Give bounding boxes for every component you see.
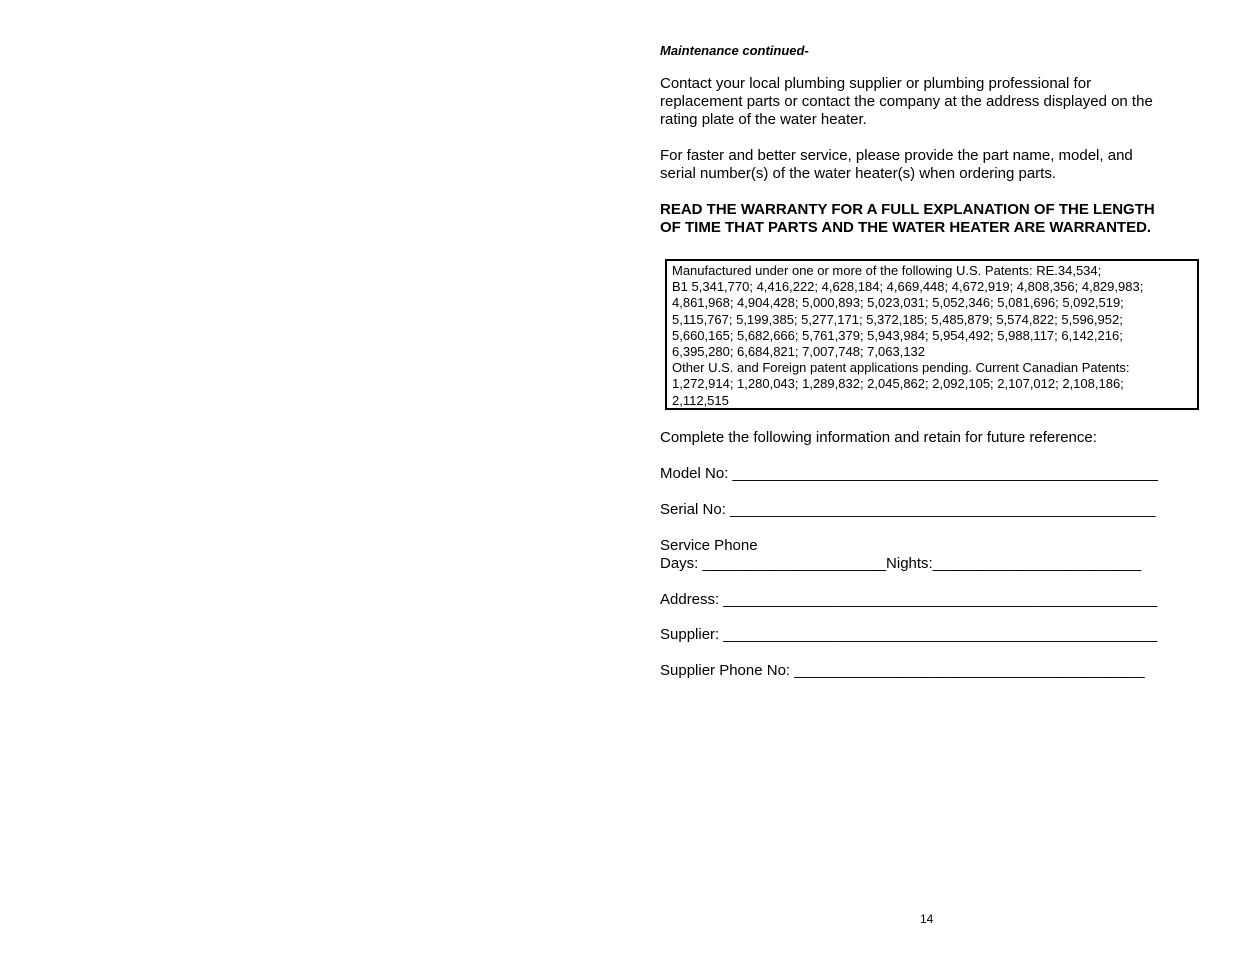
service-phone-label: Service Phone xyxy=(660,537,758,554)
patent-line: 2,112,515 xyxy=(672,392,729,408)
patent-line: 6,395,280; 6,684,821; 7,007,748; 7,063,132 xyxy=(672,344,926,360)
warranty-line: READ THE WARRANTY FOR A FULL EXPLANATION OF THE LENGTH xyxy=(660,201,1155,218)
patent-line: 4,861,968; 4,904,428; 5,000,893; 5,023,031; 5,052,346; 5,081,696; 5,092,519; xyxy=(672,295,1124,311)
warranty-notice xyxy=(660,201,1155,237)
contact-line: replacement parts or contact the company at the address displayed on the xyxy=(660,93,1153,110)
page-number: 14 xyxy=(920,912,934,926)
days-nights-line: Days: ______________________Nights:_________________________ xyxy=(660,555,1142,572)
warranty-line: OF TIME THAT PARTS AND THE WATER HEATER ARE WARRANTED. xyxy=(660,219,1152,236)
patent-line: 5,115,767; 5,199,385; 5,277,171; 5,372,185; 5,485,879; 5,574,822; 5,596,952; xyxy=(672,311,1123,327)
record-intro: Complete the following information and retain for future reference: xyxy=(660,429,1097,446)
supplier-phone-field: Supplier Phone No: __________________________________________ xyxy=(660,662,1145,679)
service-paragraph xyxy=(660,147,1133,183)
service-line: For faster and better service, please provide the part name, model, and xyxy=(660,147,1133,164)
patents-box xyxy=(665,259,1199,410)
patent-line: Other U.S. and Foreign patent applications pending. Current Canadian Patents: xyxy=(672,360,1130,376)
patent-line: 1,272,914; 1,280,043; 1,289,832; 2,045,862; 2,092,105; 2,107,012; 2,108,186; xyxy=(672,376,1124,392)
serial-number-field: Serial No: ___________________________________________________ xyxy=(660,501,1156,518)
section-heading: Maintenance continued- xyxy=(660,43,809,58)
contact-line: Contact your local plumbing supplier or plumbing professional for xyxy=(660,75,1092,92)
address-field: Address: ____________________________________________________ xyxy=(660,591,1158,608)
service-phone-field xyxy=(660,537,1141,573)
patent-line: Manufactured under one or more of the following U.S. Patents: RE.34,534; xyxy=(672,263,1102,278)
contact-paragraph xyxy=(660,75,1153,129)
service-line: serial number(s) of the water heater(s) when ordering parts. xyxy=(660,165,1057,182)
model-number-field: Model No: ___________________________________________________ xyxy=(660,465,1158,482)
patent-line: B1 5,341,770; 4,416,222; 4,628,184; 4,669,448; 4,672,919; 4,808,356; 4,829,983; xyxy=(672,279,1144,295)
patent-line: 5,660,165; 5,682,666; 5,761,379; 5,943,984; 5,954,492; 5,988,117; 6,142,216; xyxy=(672,327,1123,343)
contact-line: rating plate of the water heater. xyxy=(660,111,867,128)
supplier-field: Supplier: ____________________________________________________ xyxy=(660,626,1158,643)
